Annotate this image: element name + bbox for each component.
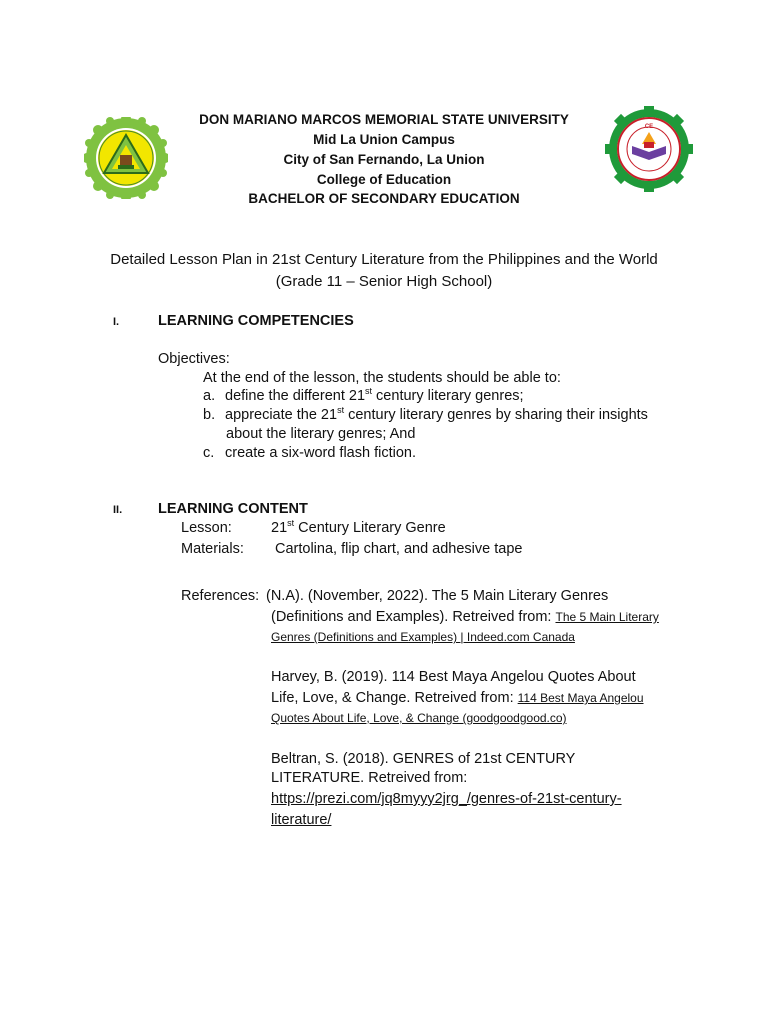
objective-letter: a. — [203, 388, 216, 404]
college-logo-letters: CE — [644, 124, 654, 130]
section-1-number: I. — [113, 316, 120, 328]
objective-item-b-continued: about the literary genres; And — [226, 426, 416, 442]
reference-1-link[interactable]: The 5 Main Literary — [555, 610, 659, 624]
university-name: DON MARIANO MARCOS MEMORIAL STATE UNIVERSITY — [199, 112, 569, 127]
lesson-value: 21st Century Literary Genre — [271, 518, 446, 536]
lesson-plan-subtitle: (Grade 11 – Senior High School) — [275, 273, 493, 290]
reference-3-line2: LITERATURE. Retreived from: — [271, 770, 468, 786]
reference-3-link[interactable]: https://prezi.com/jq8myyy2jrg_/genres-of-21st-century- — [271, 791, 622, 807]
materials-label: Materials: — [181, 541, 244, 557]
reference-2-line1: Harvey, B. (2019). 114 Best Maya Angelou Quotes About — [271, 669, 636, 685]
lesson-label: Lesson: — [181, 520, 232, 536]
objective-item-a: a. define the different 21st century literary genres; — [203, 386, 524, 404]
campus-name: Mid La Union Campus — [313, 132, 455, 147]
section-1-heading: LEARNING COMPETENCIES — [158, 313, 354, 329]
objectives-intro: At the end of the lesson, the students should be able to: — [203, 370, 561, 386]
reference-1-line2: (Definitions and Examples). Retreived from: The 5 Main Literary — [271, 609, 659, 625]
city-name: City of San Fernando, La Union — [283, 152, 485, 167]
objective-item-c: c. create a six-word flash fiction. — [203, 445, 416, 461]
reference-3-link-continued[interactable]: literature/ — [271, 812, 332, 828]
section-2-heading: LEARNING CONTENT — [158, 501, 308, 517]
objective-item-b: b. appreciate the 21st century literary genres by sharing their insights — [203, 405, 648, 423]
objectives-label: Objectives: — [158, 351, 230, 367]
college-name: College of Education — [316, 172, 452, 187]
reference-1-line1: (N.A). (November, 2022). The 5 Main Literary Genres — [266, 588, 609, 604]
program-name: BACHELOR OF SECONDARY EDUCATION — [248, 191, 520, 206]
reference-1-link-continued[interactable]: Genres (Definitions and Examples) | Indeed.com Canada — [271, 630, 575, 644]
reference-3-line1: Beltran, S. (2018). GENRES of 21st CENTURY — [271, 751, 576, 767]
reference-2-link-continued[interactable]: Quotes About Life, Love, & Change (goodgoodgood.co) — [271, 711, 567, 725]
objective-letter: b. — [203, 407, 216, 423]
reference-2-line2: Life, Love, & Change. Retreived from: 114 Best Maya Angelou — [271, 690, 644, 706]
section-2-number: II. — [113, 504, 123, 516]
reference-2-link[interactable]: 114 Best Maya Angelou — [517, 691, 644, 705]
references-label: References: — [181, 588, 260, 604]
objective-letter: c. — [203, 445, 215, 461]
materials-value: Cartolina, flip chart, and adhesive tape — [275, 541, 523, 557]
lesson-plan-title: Detailed Lesson Plan in 21st Century Literature from the Philippines and the World — [110, 251, 658, 268]
